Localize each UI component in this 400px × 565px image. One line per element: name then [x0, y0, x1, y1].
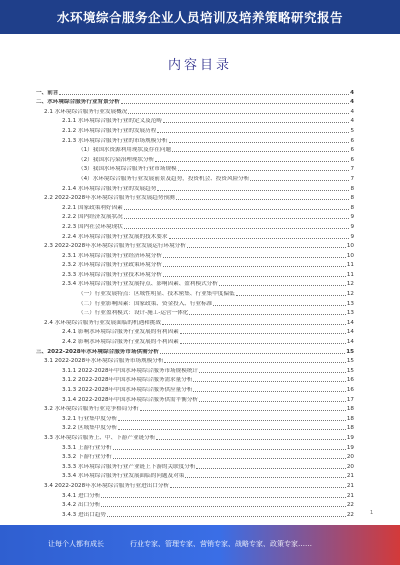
dot-leader: [124, 228, 350, 229]
toc-entry-page: 14: [346, 339, 354, 346]
toc-entry-text: 三、2022-2028年水环境综合服务市场供需分析: [36, 348, 159, 355]
toc-entry-text: 3.4.1 进口分析: [62, 492, 101, 499]
toc-entry[interactable]: [36, 115, 354, 125]
toc-entry[interactable]: [36, 326, 354, 336]
dot-leader: [187, 247, 346, 248]
toc-entry-page: 15: [346, 367, 354, 374]
toc-entry[interactable]: [36, 422, 354, 432]
toc-entry[interactable]: [36, 374, 354, 384]
toc-entry-page: 8: [350, 204, 354, 211]
toc-entry-text: （三）行业盈利模式：设计-施工-运营一体化: [78, 310, 189, 317]
toc-entry[interactable]: [36, 249, 354, 259]
toc-entry-text: 3.3.3 水环境综合服务行业产业链上下游的关联度分析: [62, 463, 196, 470]
toc-entry-page: 9: [350, 223, 354, 230]
dot-leader: [193, 391, 345, 392]
toc-entry-page: 16: [346, 387, 354, 393]
dot-leader: [250, 180, 349, 181]
toc-entry-text: 2.3.3 水环境综合服务行业技术环境分析: [62, 271, 162, 278]
toc-entry-text: 3.1.4 2022-2028年中国水环境综合服务供需平衡分析: [62, 396, 199, 403]
toc-entry-page: 15: [346, 358, 354, 365]
toc-entry-page: 4: [350, 118, 354, 125]
dot-leader: [163, 266, 346, 267]
toc-entry-text: 2.4.1 影响水环境综合服务行业发展的有利因素: [62, 329, 179, 336]
toc-entry-page: 15: [346, 348, 354, 355]
toc-entry[interactable]: [36, 335, 354, 345]
dot-leader: [101, 497, 345, 498]
toc-entry-page: 10: [346, 252, 354, 259]
toc-entry-text: 2.3.1 水环境综合服务行业经济环境分析: [62, 252, 162, 259]
toc-entry-page: 9: [350, 233, 354, 240]
toc-entry[interactable]: [36, 441, 354, 451]
dot-leader: [118, 429, 346, 430]
toc-entry-text: 二、水环境综合服务行业背景分析: [36, 99, 120, 106]
toc-entry-text: 3.3 水环境综合服务上、中、下游产业链分析: [44, 434, 156, 441]
toc-entry-text: 2.1.2 水环境综合服务行业的发展历程: [62, 127, 157, 134]
toc-entry-page: 5: [350, 127, 354, 134]
toc-entry[interactable]: [36, 287, 354, 297]
toc-entry-page: 21: [346, 492, 354, 499]
toc-entry-page: 16: [346, 377, 354, 384]
toc-entry-text: 2.1.3 水环境综合服务行业的市场规模分析: [62, 137, 168, 144]
toc-entry-text: 2.3 2022-2028年水环境综合服务行业发展运行环境分析: [44, 243, 186, 250]
toc-entry[interactable]: [36, 268, 354, 278]
footer-slogan: 让每个人都有成长: [48, 540, 104, 548]
toc-entry-text: 2.1.4 水环境综合服务行业的发展趋势: [62, 185, 157, 192]
toc-entry-text: 一、前言: [36, 89, 59, 96]
dot-leader: [180, 333, 346, 334]
dot-leader: [236, 295, 346, 296]
toc-entry-page: 4: [350, 108, 354, 115]
toc-entry[interactable]: [36, 393, 354, 403]
toc-entry[interactable]: [36, 211, 354, 221]
dot-leader: [180, 343, 346, 344]
toc-entry-text: （3）我国水环境综合服务行业市场规模: [78, 166, 177, 173]
toc-entry-page: 9: [350, 214, 354, 221]
toc-entry-page: 14: [346, 319, 354, 326]
toc-entry-page: 11: [346, 262, 354, 269]
toc-entry-text: 3.2.2 区域集中度分析: [62, 425, 118, 432]
toc-entry-page: 6: [350, 156, 354, 163]
dot-leader: [219, 285, 346, 286]
toc-entry-page: 8: [350, 195, 354, 202]
toc-entry-text: 2.2.4 水环境综合服务行业发展的技术要求: [62, 233, 168, 240]
dot-leader: [157, 190, 349, 191]
toc-entry-text: 3.1.2 2022-2028年中国水环境综合服务需求量分析: [62, 377, 193, 384]
dot-leader: [101, 506, 345, 507]
dot-leader: [157, 132, 349, 133]
toc-entry[interactable]: [36, 297, 354, 307]
toc-entry-page: 18: [346, 406, 354, 413]
dot-leader: [169, 238, 350, 239]
dot-leader: [176, 199, 350, 200]
dot-leader: [163, 257, 346, 258]
dot-leader: [170, 487, 346, 488]
toc-entry-text: 2.2.3 国内社会环境现状: [62, 223, 123, 230]
dot-leader: [155, 161, 349, 162]
toc-entry[interactable]: [36, 278, 354, 288]
toc-entry[interactable]: [36, 182, 354, 192]
toc-entry-page: 4: [350, 89, 354, 96]
toc-entry-page: 12: [346, 291, 354, 298]
toc-entry[interactable]: [36, 86, 354, 96]
toc-entry-page: 6: [350, 137, 354, 144]
toc-entry-page: 4: [350, 99, 354, 106]
toc-entry-text: 3.4.2 出口分析: [62, 502, 101, 509]
toc-entry[interactable]: [36, 105, 354, 115]
toc-entry[interactable]: [36, 470, 354, 480]
toc-entry-text: （2）我国水污染治理现状分析: [78, 156, 155, 163]
toc-entry-text: （一）行业发展特点：区域性明显、技术密集、行业集中度偏低: [78, 291, 235, 298]
toc-entry-page: 18: [346, 415, 354, 422]
toc-entry-text: 2.3.2 水环境综合服务行业政策环境分析: [62, 262, 162, 269]
toc-entry-text: 3.4 2022-2028年水环境综合服务行业进出口分析: [44, 482, 170, 489]
dot-leader: [163, 122, 350, 123]
table-of-contents: [36, 86, 354, 518]
toc-entry[interactable]: [36, 460, 354, 470]
toc-entry[interactable]: [36, 355, 354, 365]
dot-leader: [185, 477, 346, 478]
footer-experts: 行业专家、管理专家、营销专家、战略专家、政策专家……: [130, 540, 312, 548]
toc-entry-page: 21: [346, 482, 354, 489]
dot-leader: [172, 151, 349, 152]
toc-entry-page: 22: [346, 502, 354, 509]
toc-entry-page: 18: [346, 425, 354, 432]
toc-entry[interactable]: [36, 124, 354, 134]
toc-entry-text: 3.4.3 进出口趋势: [62, 511, 106, 518]
dot-leader: [59, 94, 349, 95]
toc-entry-text: 2.1 水环境综合服务行业发展概况: [44, 108, 128, 115]
toc-entry[interactable]: [36, 192, 354, 202]
dot-leader: [160, 353, 345, 354]
dot-leader: [140, 410, 346, 411]
toc-entry[interactable]: [36, 230, 354, 240]
report-header: [0, 0, 400, 34]
dot-leader: [162, 324, 346, 325]
toc-entry[interactable]: [36, 479, 354, 489]
toc-entry-page: 17: [346, 396, 354, 403]
toc-entry[interactable]: [36, 383, 354, 393]
toc-entry[interactable]: [36, 499, 354, 509]
dot-leader: [156, 439, 346, 440]
toc-entry-text: 2.1.1 水环境综合服务行业的定义及范畴: [62, 118, 162, 125]
toc-entry[interactable]: [36, 451, 354, 461]
toc-entry-text: 3.1.1 2022-2028年中国水环境综合服务市场规模统计: [62, 367, 199, 374]
toc-entry-text: 2.2.2 国内经济发展状况: [62, 214, 123, 221]
toc-entry-text: 3.3.1 上游行业分析: [62, 444, 112, 451]
toc-entry-page: 19: [346, 434, 354, 441]
toc-entry-page: 19: [346, 444, 354, 451]
footer-banner: [0, 525, 400, 565]
dot-leader: [124, 209, 350, 210]
toc-entry-text: 2.2.1 国家政策利好因素: [62, 204, 123, 211]
toc-entry[interactable]: [36, 153, 354, 163]
dot-leader: [178, 170, 350, 171]
dot-leader: [189, 314, 346, 315]
dot-leader: [213, 305, 346, 306]
toc-entry-page: 20: [346, 463, 354, 470]
toc-entry[interactable]: [36, 134, 354, 144]
dot-leader: [199, 401, 346, 402]
toc-entry-text: 3.2.1 行业集中度分析: [62, 415, 118, 422]
toc-entry-page: 6: [350, 147, 354, 154]
toc-entry-text: 3.1.3 2022-2028年中国水环境综合服务供应量分析: [62, 387, 193, 393]
dot-leader: [196, 468, 345, 469]
toc-entry-text: 2.2 2022-2028年水环境综合服务行业发展趋势预测: [44, 195, 175, 202]
toc-entry[interactable]: [36, 144, 354, 154]
dot-leader: [107, 516, 346, 517]
toc-entry[interactable]: [36, 364, 354, 374]
toc-heading: 内容目录: [167, 58, 232, 73]
toc-entry[interactable]: [36, 316, 354, 326]
toc-entry[interactable]: [36, 489, 354, 499]
dot-leader: [113, 449, 346, 450]
page-number: 1: [370, 510, 374, 516]
toc-entry-page: 21: [346, 473, 354, 480]
toc-entry[interactable]: [36, 431, 354, 441]
toc-entry-text: 2.3.4 水环境综合服务行业发展特点、影响因素、盈利模式分析: [62, 281, 218, 288]
dot-leader: [124, 218, 350, 219]
toc-entry[interactable]: [36, 220, 354, 230]
toc-entry[interactable]: [36, 412, 354, 422]
toc-entry[interactable]: [36, 163, 354, 173]
toc-entry-page: 7: [350, 175, 354, 182]
toc-entry-page: 8: [350, 185, 354, 192]
toc-entry-page: 20: [346, 454, 354, 461]
toc-entry-page: 12: [346, 281, 354, 288]
toc-entry[interactable]: [36, 172, 354, 182]
toc-entry-page: 14: [346, 329, 354, 336]
toc-entry-page: 11: [346, 271, 354, 278]
toc-entry-text: 2.4 水环境综合服务行业发展面临的机遇和挑战: [44, 319, 161, 326]
toc-entry[interactable]: [36, 201, 354, 211]
report-title: 水环境综合服务企业人员培训及培养策略研究报告: [56, 10, 343, 25]
toc-entry-text: 3.3.2 下游行业分析: [62, 454, 112, 461]
toc-entry-page: 13: [346, 300, 354, 307]
toc-entry-page: 22: [346, 511, 354, 518]
toc-entry[interactable]: [36, 345, 354, 355]
dot-leader: [169, 142, 350, 143]
toc-entry[interactable]: [36, 403, 354, 413]
toc-entry-page: 7: [350, 166, 354, 173]
dot-leader: [193, 381, 345, 382]
toc-entry-text: 2.4.2 影响水环境综合服务行业发展的不利因素: [62, 339, 179, 346]
dot-leader: [118, 420, 346, 421]
dot-leader: [163, 276, 346, 277]
toc-entry[interactable]: [36, 240, 354, 250]
toc-entry[interactable]: [36, 96, 354, 106]
toc-entry-text: 3.1 2022-2028年水环境综合服务市场规模分析: [44, 358, 164, 365]
dot-leader: [128, 113, 349, 114]
toc-entry-text: 3.3.4 水环境综合服务行业发展面临的问题及对策: [62, 473, 185, 480]
toc-entry-text: 3.2 水环境综合服务行业竞争格局分析: [44, 406, 139, 413]
toc-entry-page: 13: [346, 310, 354, 317]
toc-entry-text: （1）我国水资源利用现状及存在问题: [78, 147, 172, 154]
toc-entry-text: （二）行业影响因素：国家政策、资金投入、行业标准: [78, 300, 213, 307]
toc-entry[interactable]: [36, 508, 354, 518]
toc-entry-text: （4）水环境综合服务行业发展前景及趋势，投资机会、投资风险分析: [78, 175, 250, 182]
dot-leader: [164, 362, 345, 363]
dot-leader: [199, 372, 346, 373]
dot-leader: [113, 458, 346, 459]
document-page: [0, 34, 400, 525]
dot-leader: [121, 103, 349, 104]
toc-entry-page: 10: [346, 243, 354, 250]
toc-entry[interactable]: [36, 259, 354, 269]
toc-entry[interactable]: [36, 307, 354, 317]
